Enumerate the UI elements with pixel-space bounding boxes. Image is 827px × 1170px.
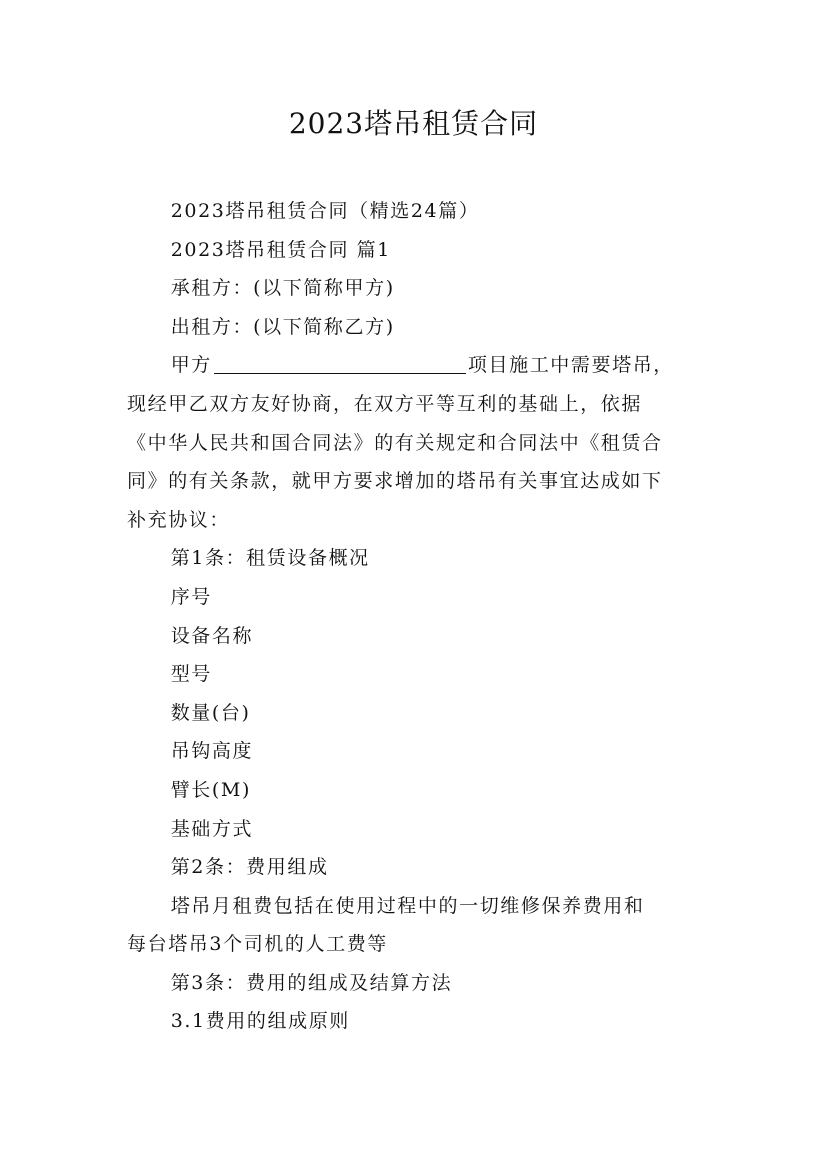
document-title: 2023塔吊租赁合同	[288, 107, 539, 140]
equipment-col-model: 型号	[170, 663, 212, 686]
equipment-col-qty: 数量(台)	[170, 701, 251, 724]
intro-line-5: 补充协议：	[127, 508, 231, 531]
intro-line-2: 现经甲乙双方友好协商，在双方平等互利的基础上，依据	[127, 392, 643, 415]
subtitle-line: 2023塔吊租赁合同（精选24篇）	[170, 200, 480, 222]
article-3-heading: 第3条：费用的组成及结算方法	[170, 971, 453, 994]
lessee-line: 承租方：(以下简称甲方)	[170, 277, 395, 300]
intro-paragraph	[127, 346, 705, 385]
intro-suffix: 项目施工中需要塔吊，	[467, 354, 674, 377]
fee-line-1: 塔吊月租费包括在使用过程中的一切维修保养费用和	[170, 894, 645, 917]
intro-prefix: 甲方	[170, 354, 212, 377]
chapter-heading: 2023塔吊租赁合同 篇1	[170, 238, 391, 261]
equipment-col-name: 设备名称	[170, 624, 254, 647]
fee-line-2: 每台塔吊3个司机的人工费等	[127, 933, 388, 956]
document-body	[127, 192, 705, 1041]
article-1-heading: 第1条：租赁设备概况	[170, 547, 370, 570]
equipment-col-hook-height: 吊钩高度	[170, 740, 254, 763]
intro-line-4: 同》的有关条款，就甲方要求增加的塔吊有关事宜达成如下	[127, 470, 663, 493]
intro-line-3: 《中华人民共和国合同法》的有关规定和合同法中《租赁合	[127, 431, 663, 454]
lessor-line: 出租方：(以下简称乙方)	[170, 315, 395, 338]
equipment-col-arm-length: 臂长(M)	[170, 778, 251, 801]
equipment-col-no: 序号	[170, 585, 212, 608]
equipment-col-foundation: 基础方式	[170, 817, 254, 840]
section-3-1-heading: 3.1费用的组成原则	[170, 1010, 350, 1033]
article-2-heading: 第2条：费用组成	[170, 856, 329, 879]
project-name-blank	[214, 353, 466, 374]
